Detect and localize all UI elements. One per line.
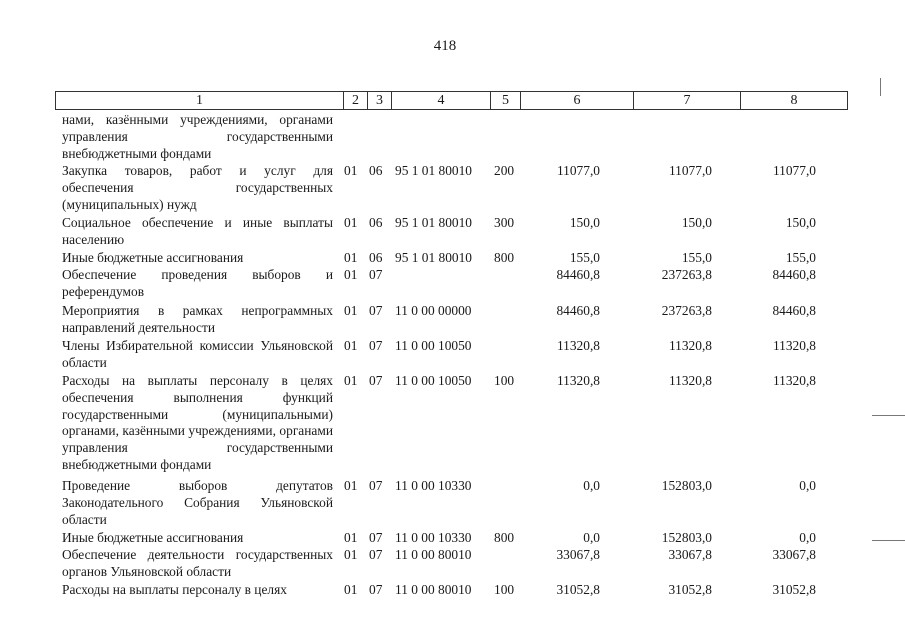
amount-col-8: 84460,8 [772, 303, 816, 318]
row-description: Расходы на выплаты персоналу в целях [62, 582, 287, 597]
header-cell-4: 4 [391, 92, 490, 109]
subsection-code: 07 [369, 373, 383, 388]
expense-type-code: 200 [494, 163, 515, 178]
header-cell-6: 6 [520, 92, 633, 109]
amount-col-8: 0,0 [799, 530, 816, 545]
amount-col-8: 11077,0 [772, 163, 816, 178]
row-description: Обеспечение деятельности государственных органов Ульяновской области [62, 547, 333, 579]
row-description: Иные бюджетные ассигнования [62, 530, 244, 545]
target-article-code: 95 1 01 80010 [395, 215, 472, 230]
subsection-code: 06 [369, 250, 383, 265]
row-description: нами, казёнными учреждениями, органами управления государственными внебюджетными фондами [62, 112, 333, 161]
expense-type-code: 100 [494, 582, 515, 597]
section-code: 01 [344, 478, 358, 493]
amount-col-6: 84460,8 [556, 267, 600, 282]
row-description: Мероприятия в рамках непрограммных направлений деятельности [62, 303, 333, 335]
expense-type-code: 100 [494, 373, 515, 388]
section-code: 01 [344, 215, 358, 230]
amount-col-8: 150,0 [785, 215, 816, 230]
amount-col-7: 237263,8 [661, 267, 712, 282]
section-code: 01 [344, 530, 358, 545]
amount-col-7: 11320,8 [668, 338, 712, 353]
section-code: 01 [344, 373, 358, 388]
header-cell-7: 7 [633, 92, 740, 109]
section-code: 01 [344, 163, 358, 178]
table-header-row [55, 91, 848, 110]
amount-col-7: 150,0 [681, 215, 712, 230]
subsection-code: 07 [369, 478, 383, 493]
amount-col-7: 11320,8 [668, 373, 712, 388]
header-cell-8: 8 [740, 92, 847, 109]
target-article-code: 11 0 00 00000 [395, 303, 472, 318]
target-article-code: 11 0 00 80010 [395, 582, 472, 597]
target-article-code: 11 0 00 10330 [395, 530, 472, 545]
row-description: Члены Избирательной комиссии Ульяновской области [62, 338, 333, 370]
header-cell-2: 2 [343, 92, 367, 109]
subsection-code: 07 [369, 267, 383, 282]
row-description: Обеспечение проведения выборов и референдумов [62, 267, 333, 299]
section-code: 01 [344, 582, 358, 597]
header-cell-3: 3 [367, 92, 391, 109]
row-description: Проведение выборов депутатов Законодательного Собрания Ульяновской области [62, 478, 333, 527]
amount-col-8: 0,0 [799, 478, 816, 493]
amount-col-8: 31052,8 [772, 582, 816, 597]
amount-col-7: 152803,0 [661, 530, 712, 545]
page-number: 418 [433, 38, 457, 54]
amount-col-7: 33067,8 [668, 547, 712, 562]
expense-type-code: 300 [494, 215, 515, 230]
amount-col-6: 150,0 [569, 215, 600, 230]
scan-edge-mark [880, 78, 881, 96]
header-cell-1: 1 [196, 93, 203, 108]
expense-type-code: 800 [494, 530, 515, 545]
amount-col-7: 11077,0 [668, 163, 712, 178]
section-code: 01 [344, 267, 358, 282]
amount-col-8: 84460,8 [772, 267, 816, 282]
target-article-code: 11 0 00 10050 [395, 338, 472, 353]
amount-col-8: 11320,8 [772, 338, 816, 353]
amount-col-8: 33067,8 [772, 547, 816, 562]
target-article-code: 11 0 00 10330 [395, 478, 472, 493]
row-description: Закупка товаров, работ и услуг для обеспечения государственных (муниципальных) нужд [62, 163, 333, 212]
amount-col-6: 155,0 [569, 250, 600, 265]
target-article-code: 11 0 00 80010 [395, 547, 472, 562]
amount-col-6: 33067,8 [556, 547, 600, 562]
amount-col-6: 11077,0 [556, 163, 600, 178]
amount-col-6: 0,0 [583, 478, 600, 493]
amount-col-6: 0,0 [583, 530, 600, 545]
subsection-code: 07 [369, 303, 383, 318]
section-code: 01 [344, 250, 358, 265]
section-code: 01 [344, 338, 358, 353]
amount-col-8: 11320,8 [772, 373, 816, 388]
target-article-code: 95 1 01 80010 [395, 163, 472, 178]
amount-col-7: 155,0 [681, 250, 712, 265]
subsection-code: 07 [369, 547, 383, 562]
amount-col-6: 31052,8 [556, 582, 600, 597]
amount-col-7: 237263,8 [661, 303, 712, 318]
amount-col-8: 155,0 [785, 250, 816, 265]
section-code: 01 [344, 303, 358, 318]
subsection-code: 07 [369, 338, 383, 353]
subsection-code: 07 [369, 582, 383, 597]
scan-edge-mark [872, 540, 905, 541]
amount-col-6: 84460,8 [556, 303, 600, 318]
amount-col-6: 11320,8 [556, 338, 600, 353]
subsection-code: 06 [369, 215, 383, 230]
row-description: Социальное обеспечение и иные выплаты населению [62, 215, 333, 247]
header-cell-5: 5 [490, 92, 520, 109]
expense-type-code: 800 [494, 250, 515, 265]
row-description: Иные бюджетные ассигнования [62, 250, 244, 265]
amount-col-7: 31052,8 [668, 582, 712, 597]
subsection-code: 07 [369, 530, 383, 545]
row-description: Расходы на выплаты персоналу в целях обеспечения выполнения функций государственными (муниципальными) органами, казёнными учреждениями, органами управления государственными внебюджетными фондами [62, 373, 333, 472]
target-article-code: 11 0 00 10050 [395, 373, 472, 388]
scan-edge-mark [872, 415, 905, 416]
section-code: 01 [344, 547, 358, 562]
amount-col-6: 11320,8 [556, 373, 600, 388]
subsection-code: 06 [369, 163, 383, 178]
amount-col-7: 152803,0 [661, 478, 712, 493]
target-article-code: 95 1 01 80010 [395, 250, 472, 265]
